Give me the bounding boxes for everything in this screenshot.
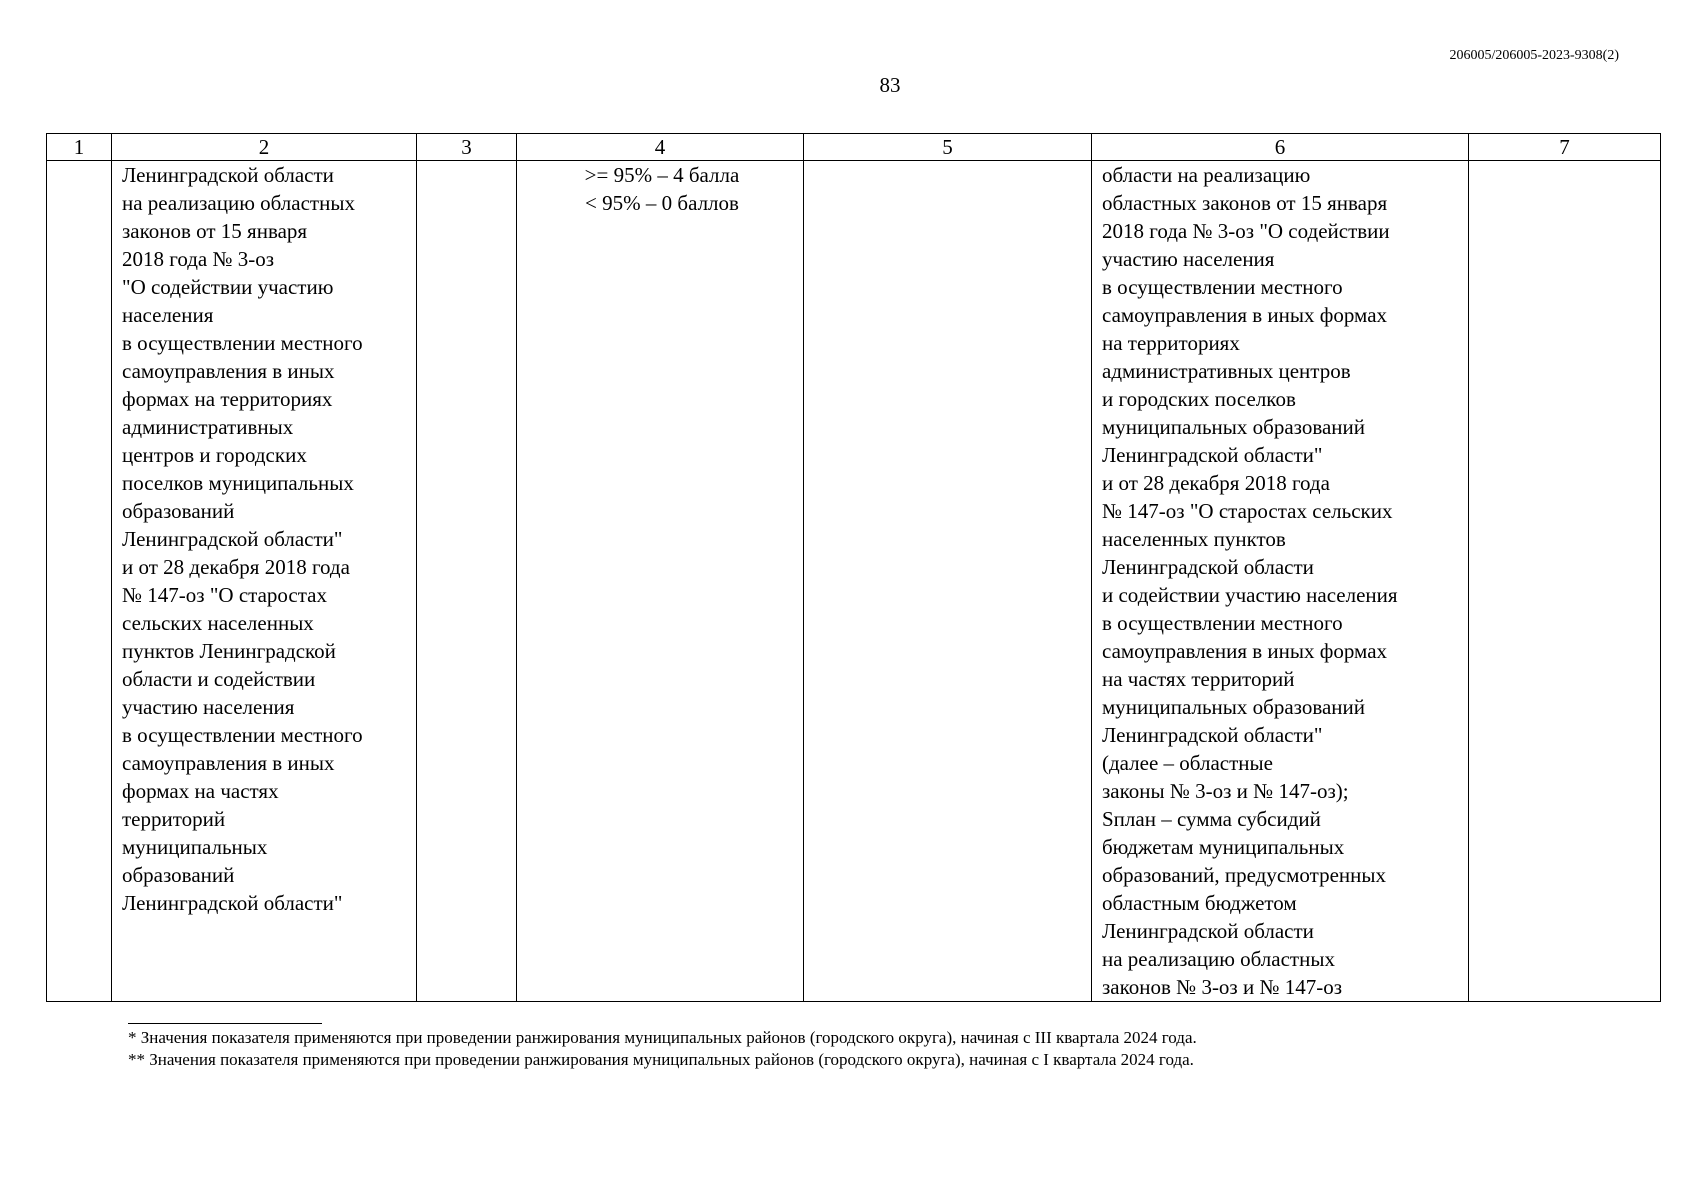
page-number: 83 bbox=[879, 73, 901, 97]
cell-text-line: Sплан – сумма субсидий bbox=[1102, 807, 1321, 831]
cell-text-line: >= 95% – 4 балла bbox=[584, 163, 740, 187]
cell-text-line: участию населения bbox=[122, 695, 295, 719]
column-header-2: 2 bbox=[112, 134, 417, 161]
cell-text-line: "О содействии участию bbox=[122, 275, 334, 299]
column-number-row bbox=[47, 134, 1661, 161]
cell-text-line: поселков муниципальных bbox=[122, 471, 354, 495]
cell-col-6 bbox=[1092, 161, 1469, 1002]
cell-text-line: и от 28 декабря 2018 года bbox=[1102, 471, 1330, 495]
cell-text-line: < 95% – 0 баллов bbox=[585, 191, 739, 215]
cell-text-line: в осуществлении местного bbox=[1102, 275, 1343, 299]
cell-text-line: участию населения bbox=[1102, 247, 1275, 271]
cell-text-line: (далее – областные bbox=[1102, 751, 1273, 775]
cell-text-line: административных центров bbox=[1102, 359, 1351, 383]
cell-text-line: Ленинградской области bbox=[122, 163, 334, 187]
cell-text-line: образований bbox=[122, 863, 235, 887]
column-header-7: 7 bbox=[1469, 134, 1661, 161]
cell-text-line: Ленинградской области bbox=[1102, 555, 1314, 579]
indicator-table bbox=[46, 133, 1661, 1002]
cell-text-line: Ленинградской области" bbox=[122, 527, 343, 551]
cell-col-5 bbox=[804, 161, 1092, 1002]
cell-col-7 bbox=[1469, 161, 1661, 1002]
cell-text-line: областным бюджетом bbox=[1102, 891, 1297, 915]
cell-text-line: самоуправления в иных bbox=[122, 751, 335, 775]
cell-text-line: бюджетам муниципальных bbox=[1102, 835, 1345, 859]
cell-text-line: Ленинградской области bbox=[1102, 919, 1314, 943]
footnotes bbox=[128, 1027, 1197, 1071]
cell-text-line: самоуправления в иных формах bbox=[1102, 303, 1388, 327]
cell-text-line: и от 28 декабря 2018 года bbox=[122, 555, 350, 579]
cell-text-line: на частях территорий bbox=[1102, 667, 1295, 691]
footnote-2: ** Значения показателя применяются при проведении ранжирования муниципальных районов (городского округа), начиная с I квартала 2024 года. bbox=[128, 1050, 1194, 1069]
column-header-6: 6 bbox=[1092, 134, 1469, 161]
cell-text-line: в осуществлении местного bbox=[122, 331, 363, 355]
footnote-1: * Значения показателя применяются при проведении ранжирования муниципальных районов (городского округа), начиная с III квартала 2024 года. bbox=[128, 1028, 1197, 1047]
cell-col-3 bbox=[417, 161, 517, 1002]
cell-text-line: формах на территориях bbox=[122, 387, 333, 411]
cell-text-line: законов № 3-оз и № 147-оз bbox=[1102, 975, 1343, 999]
column-header-5: 5 bbox=[804, 134, 1092, 161]
cell-text-line: муниципальных образований bbox=[1102, 415, 1365, 439]
cell-text-line: пунктов Ленинградской bbox=[122, 639, 336, 663]
cell-text-line: 2018 года № 3-оз "О содействии bbox=[1102, 219, 1390, 243]
column-header-4: 4 bbox=[517, 134, 804, 161]
cell-text-line: Ленинградской области" bbox=[1102, 723, 1323, 747]
cell-text-line: № 147-оз "О старостах сельских bbox=[1102, 499, 1393, 523]
cell-text-line: области и содействии bbox=[122, 667, 316, 691]
cell-text-line: на реализацию областных bbox=[122, 191, 355, 215]
cell-text-line: № 147-оз "О старостах bbox=[122, 583, 327, 607]
cell-text-line: законы № 3-оз и № 147-оз); bbox=[1102, 779, 1349, 803]
cell-col-4 bbox=[517, 161, 804, 1002]
cell-text-line: на реализацию областных bbox=[1102, 947, 1335, 971]
cell-text-line: законов от 15 января bbox=[122, 219, 308, 243]
column-header-1: 1 bbox=[47, 134, 112, 161]
cell-text-line: самоуправления в иных формах bbox=[1102, 639, 1388, 663]
cell-text-line: образований, предусмотренных bbox=[1102, 863, 1386, 887]
cell-text-line: областных законов от 15 января bbox=[1102, 191, 1388, 215]
column-header-3: 3 bbox=[417, 134, 517, 161]
cell-text-line: территорий bbox=[122, 807, 226, 831]
cell-text-line: области на реализацию bbox=[1102, 163, 1311, 187]
cell-text-line: и городских поселков bbox=[1102, 387, 1296, 411]
cell-text-line: самоуправления в иных bbox=[122, 359, 335, 383]
cell-text-line: сельских населенных bbox=[122, 611, 314, 635]
cell-text-line: в осуществлении местного bbox=[1102, 611, 1343, 635]
table-row bbox=[47, 161, 1661, 1002]
cell-text-line: 2018 года № 3-оз bbox=[122, 247, 275, 271]
cell-text-line: и содействии участию населения bbox=[1102, 583, 1398, 607]
cell-text-line: на территориях bbox=[1102, 331, 1240, 355]
cell-col-2 bbox=[112, 161, 417, 1002]
cell-text-line: формах на частях bbox=[122, 779, 279, 803]
footnote-separator bbox=[128, 1023, 322, 1024]
cell-text-line: населения bbox=[122, 303, 214, 327]
cell-col-1 bbox=[47, 161, 112, 1002]
cell-text-line: населенных пунктов bbox=[1102, 527, 1286, 551]
cell-text-line: Ленинградской области" bbox=[122, 891, 343, 915]
cell-text-line: муниципальных образований bbox=[1102, 695, 1365, 719]
cell-text-line: центров и городских bbox=[122, 443, 307, 467]
cell-text-line: образований bbox=[122, 499, 235, 523]
document-code: 206005/206005-2023-9308(2) bbox=[1449, 48, 1619, 63]
cell-text-line: Ленинградской области" bbox=[1102, 443, 1323, 467]
cell-text-line: муниципальных bbox=[122, 835, 268, 859]
cell-text-line: в осуществлении местного bbox=[122, 723, 363, 747]
cell-text-line: административных bbox=[122, 415, 294, 439]
